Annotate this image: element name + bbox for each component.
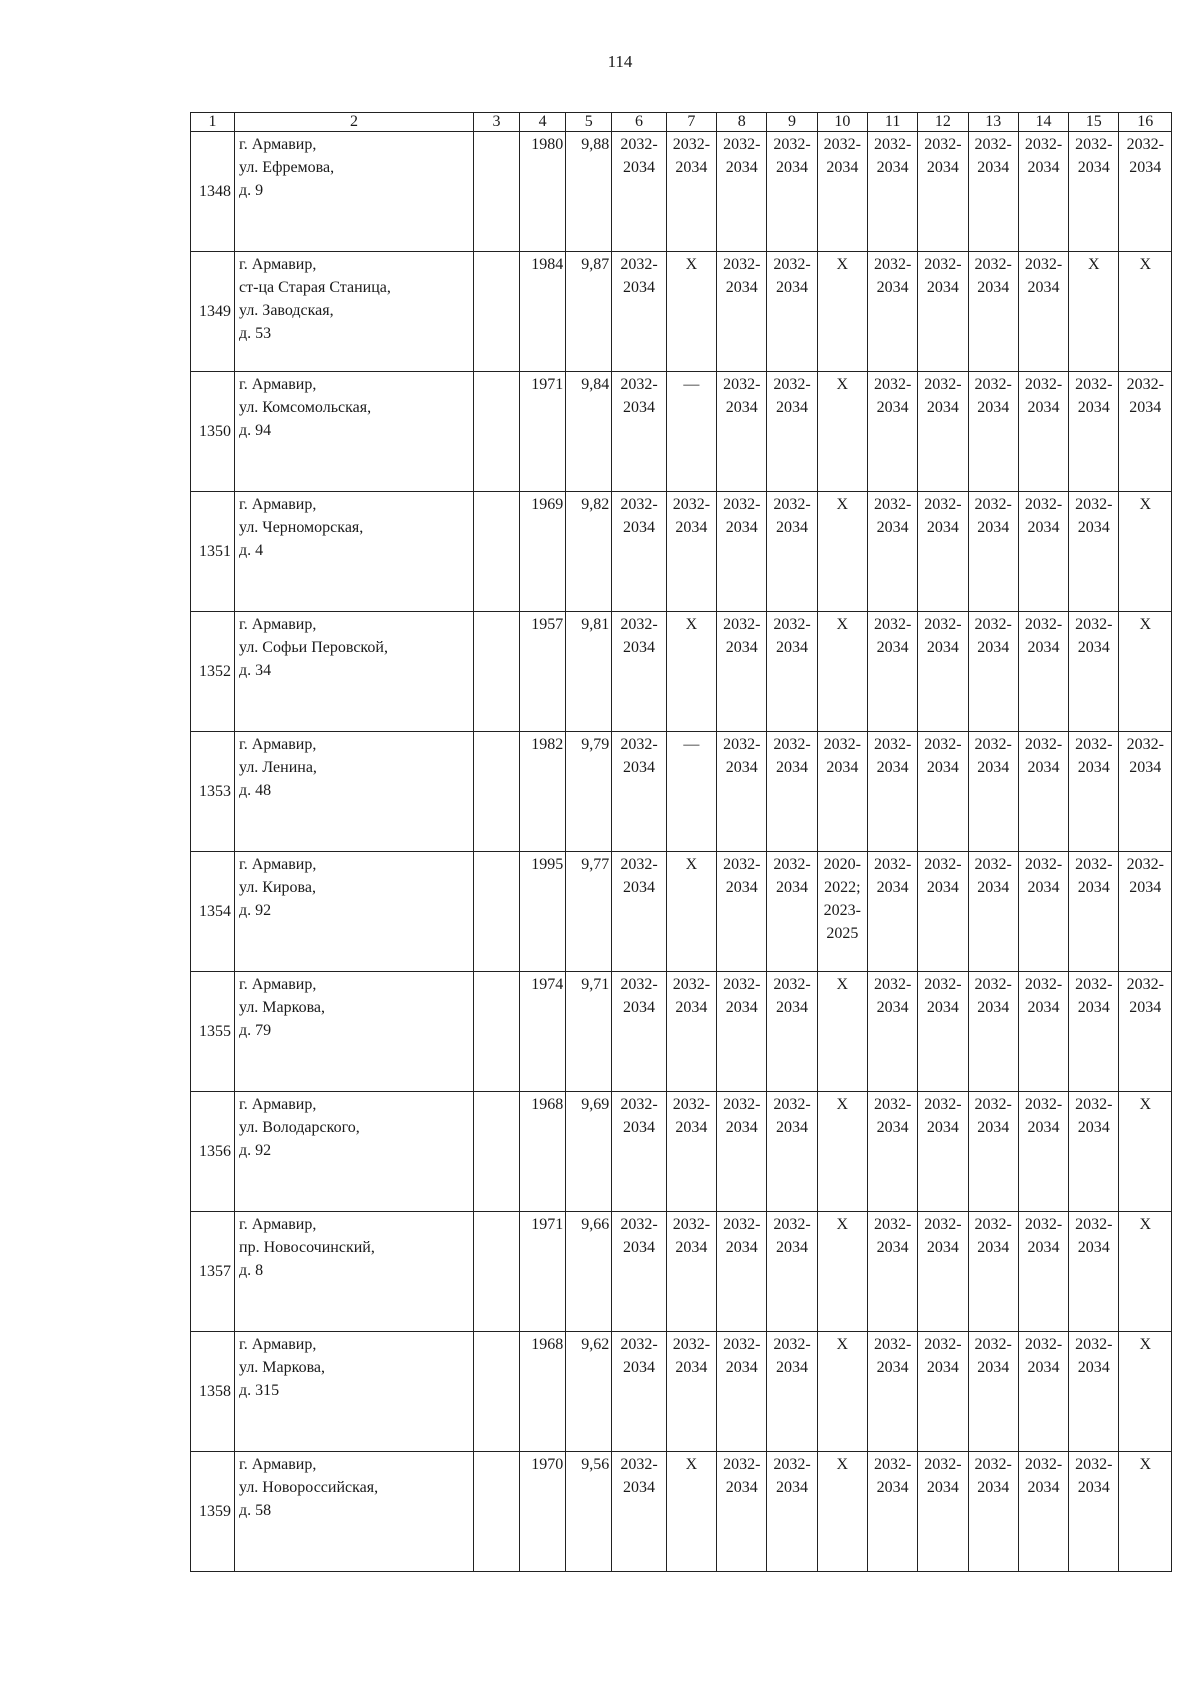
period-cell: 2032- 2034 [767,252,817,372]
period-cell: 2032- 2034 [767,1212,817,1332]
period-cell: 2032- 2034 [717,1092,767,1212]
row-number: 1350 [191,372,235,492]
address-cell: г. Армавир, ул. Новороссийская, д. 58 [235,1452,474,1572]
period-cell: 2032- 2034 [612,972,666,1092]
period-cell: 2032- 2034 [968,1212,1018,1332]
period-cell: 2032- 2034 [918,252,968,372]
column-header: 16 [1119,113,1172,132]
period-cell: 2032- 2034 [867,972,917,1092]
period-cell: 2032- 2034 [918,1452,968,1572]
period-cell: 2032- 2034 [612,732,666,852]
period-cell: 2032- 2034 [968,972,1018,1092]
address-cell: г. Армавир, ул. Маркова, д. 79 [235,972,474,1092]
table-row [191,372,1172,492]
period-cell: 2032- 2034 [612,132,666,252]
period-cell: 2032- 2034 [717,852,767,972]
column-header: 5 [566,113,612,132]
period-cell: 2032- 2034 [817,132,867,252]
period-cell: 2032- 2034 [717,1332,767,1452]
period-cell: 2032- 2034 [767,1452,817,1572]
period-cell: 2032- 2034 [867,1092,917,1212]
address-cell: г. Армавир, ст-ца Старая Станица, ул. Заводская, д. 53 [235,252,474,372]
period-cell: 2032- 2034 [612,1452,666,1572]
value-cell: 9,79 [566,732,612,852]
column-header: 11 [867,113,917,132]
column-header: 15 [1069,113,1119,132]
period-cell: 2032- 2034 [1018,132,1068,252]
period-cell: 2032- 2034 [817,732,867,852]
year-cell: 1971 [520,372,566,492]
period-cell: 2032- 2034 [1018,852,1068,972]
year-cell: 1995 [520,852,566,972]
period-cell: X [817,612,867,732]
column-header: 3 [473,113,519,132]
table-row [191,1452,1172,1572]
period-cell: 2032- 2034 [666,132,716,252]
period-cell: 2032- 2034 [767,732,817,852]
period-cell: 2032- 2034 [612,1332,666,1452]
period-cell: 2032- 2034 [612,252,666,372]
value-cell: 9,66 [566,1212,612,1332]
period-cell: 2032- 2034 [717,1212,767,1332]
period-cell: 2032- 2034 [612,612,666,732]
period-cell: X [666,1452,716,1572]
period-cell: 2032- 2034 [867,1212,917,1332]
period-cell: 2032- 2034 [968,1332,1018,1452]
period-cell: 2032- 2034 [666,1332,716,1452]
row-number: 1355 [191,972,235,1092]
table-row [191,612,1172,732]
period-cell: 2032- 2034 [968,492,1018,612]
period-cell: 2032- 2034 [1119,732,1172,852]
row-number: 1359 [191,1452,235,1572]
period-cell: 2032- 2034 [767,972,817,1092]
period-cell: 2020- 2022; 2023- 2025 [817,852,867,972]
period-cell: 2032- 2034 [1069,1332,1119,1452]
period-cell: X [817,1332,867,1452]
period-cell: X [817,1452,867,1572]
address-cell: г. Армавир, ул. Софьи Перовской, д. 34 [235,612,474,732]
period-cell: 2032- 2034 [867,1452,917,1572]
housing-table [190,112,1172,1572]
period-cell: 2032- 2034 [1018,492,1068,612]
value-cell: 9,87 [566,252,612,372]
table-row [191,1212,1172,1332]
period-cell: X [1119,1092,1172,1212]
period-cell: X [1119,252,1172,372]
period-cell: 2032- 2034 [968,1092,1018,1212]
row-number: 1357 [191,1212,235,1332]
column-3-cell [473,852,519,972]
period-cell: X [817,252,867,372]
table-row [191,972,1172,1092]
period-cell: 2032- 2034 [918,1212,968,1332]
row-number: 1353 [191,732,235,852]
column-header: 8 [717,113,767,132]
column-3-cell [473,972,519,1092]
period-cell: 2032- 2034 [918,1332,968,1452]
row-number: 1352 [191,612,235,732]
period-cell: 2032- 2034 [1069,732,1119,852]
year-cell: 1971 [520,1212,566,1332]
period-cell: X [666,852,716,972]
period-cell: 2032- 2034 [666,972,716,1092]
period-cell: 2032- 2034 [1018,612,1068,732]
column-3-cell [473,1452,519,1572]
year-cell: 1957 [520,612,566,732]
period-cell: 2032- 2034 [767,1332,817,1452]
address-cell: г. Армавир, ул. Маркова, д. 315 [235,1332,474,1452]
period-cell: 2032- 2034 [867,132,917,252]
column-3-cell [473,732,519,852]
header-row [191,113,1172,132]
period-cell: 2032- 2034 [1069,852,1119,972]
value-cell: 9,71 [566,972,612,1092]
address-cell: г. Армавир, ул. Ленина, д. 48 [235,732,474,852]
period-cell: 2032- 2034 [1069,1212,1119,1332]
period-cell: 2032- 2034 [867,612,917,732]
period-cell: 2032- 2034 [867,1332,917,1452]
column-3-cell [473,252,519,372]
period-cell: 2032- 2034 [918,732,968,852]
column-header: 2 [235,113,474,132]
period-cell: X [817,1092,867,1212]
period-cell: 2032- 2034 [1018,972,1068,1092]
period-cell: 2032- 2034 [1018,372,1068,492]
value-cell: 9,62 [566,1332,612,1452]
row-number: 1349 [191,252,235,372]
value-cell: 9,56 [566,1452,612,1572]
column-header: 4 [520,113,566,132]
column-header: 13 [968,113,1018,132]
period-cell: — [666,732,716,852]
year-cell: 1969 [520,492,566,612]
period-cell: 2032- 2034 [717,732,767,852]
period-cell: 2032- 2034 [1069,492,1119,612]
row-number: 1354 [191,852,235,972]
period-cell: X [817,1212,867,1332]
period-cell: 2032- 2034 [612,372,666,492]
value-cell: 9,81 [566,612,612,732]
column-3-cell [473,1332,519,1452]
period-cell: 2032- 2034 [767,492,817,612]
period-cell: 2032- 2034 [867,372,917,492]
year-cell: 1968 [520,1332,566,1452]
period-cell: 2032- 2034 [1018,732,1068,852]
period-cell: 2032- 2034 [717,132,767,252]
period-cell: 2032- 2034 [666,1212,716,1332]
column-header: 10 [817,113,867,132]
column-3-cell [473,612,519,732]
row-number: 1358 [191,1332,235,1452]
period-cell: 2032- 2034 [918,132,968,252]
address-cell: г. Армавир, пр. Новосочинский, д. 8 [235,1212,474,1332]
period-cell: 2032- 2034 [1119,372,1172,492]
table-row [191,1332,1172,1452]
period-cell: 2032- 2034 [1018,1092,1068,1212]
period-cell: 2032- 2034 [717,612,767,732]
column-3-cell [473,1092,519,1212]
table-body [191,132,1172,1572]
address-cell: г. Армавир, ул. Комсомольская, д. 94 [235,372,474,492]
period-cell: 2032- 2034 [767,612,817,732]
period-cell: 2032- 2034 [918,972,968,1092]
period-cell: 2032- 2034 [1018,252,1068,372]
period-cell: X [666,612,716,732]
table-row [191,252,1172,372]
column-3-cell [473,372,519,492]
period-cell: 2032- 2034 [1119,972,1172,1092]
period-cell: 2032- 2034 [867,852,917,972]
period-cell: 2032- 2034 [666,492,716,612]
period-cell: 2032- 2034 [717,972,767,1092]
period-cell: 2032- 2034 [867,252,917,372]
column-3-cell [473,132,519,252]
period-cell: 2032- 2034 [918,852,968,972]
value-cell: 9,88 [566,132,612,252]
column-header: 14 [1018,113,1068,132]
period-cell: 2032- 2034 [767,1092,817,1212]
period-cell: X [1119,1212,1172,1332]
period-cell: 2032- 2034 [1119,132,1172,252]
period-cell: X [1119,612,1172,732]
year-cell: 1974 [520,972,566,1092]
period-cell: 2032- 2034 [1069,1452,1119,1572]
period-cell: 2032- 2034 [968,372,1018,492]
period-cell: 2032- 2034 [767,372,817,492]
period-cell: 2032- 2034 [968,612,1018,732]
column-3-cell [473,1212,519,1332]
period-cell: X [817,492,867,612]
column-header: 1 [191,113,235,132]
year-cell: 1980 [520,132,566,252]
period-cell: 2032- 2034 [918,612,968,732]
table-row [191,732,1172,852]
year-cell: 1968 [520,1092,566,1212]
period-cell: 2032- 2034 [1069,612,1119,732]
period-cell: X [1119,1332,1172,1452]
period-cell: 2032- 2034 [1069,132,1119,252]
value-cell: 9,84 [566,372,612,492]
period-cell: 2032- 2034 [612,852,666,972]
period-cell: 2032- 2034 [968,1452,1018,1572]
period-cell: X [817,972,867,1092]
period-cell: 2032- 2034 [767,852,817,972]
address-cell: г. Армавир, ул. Черноморская, д. 4 [235,492,474,612]
period-cell: 2032- 2034 [717,252,767,372]
period-cell: 2032- 2034 [918,492,968,612]
period-cell: 2032- 2034 [717,492,767,612]
value-cell: 9,77 [566,852,612,972]
value-cell: 9,69 [566,1092,612,1212]
period-cell: 2032- 2034 [968,852,1018,972]
year-cell: 1984 [520,252,566,372]
period-cell: X [817,372,867,492]
year-cell: 1982 [520,732,566,852]
period-cell: 2032- 2034 [612,1092,666,1212]
period-cell: 2032- 2034 [767,132,817,252]
period-cell: 2032- 2034 [1018,1212,1068,1332]
period-cell: 2032- 2034 [918,372,968,492]
row-number: 1351 [191,492,235,612]
table-row [191,492,1172,612]
period-cell: 2032- 2034 [1018,1452,1068,1572]
period-cell: X [1119,492,1172,612]
period-cell: X [1119,1452,1172,1572]
period-cell: 2032- 2034 [1069,1092,1119,1212]
period-cell: 2032- 2034 [1119,852,1172,972]
period-cell: 2032- 2034 [612,492,666,612]
column-header: 7 [666,113,716,132]
period-cell: 2032- 2034 [612,1212,666,1332]
period-cell: X [666,252,716,372]
period-cell: 2032- 2034 [717,1452,767,1572]
table-row [191,132,1172,252]
period-cell: 2032- 2034 [968,132,1018,252]
column-header: 12 [918,113,968,132]
table-row [191,852,1172,972]
column-header: 6 [612,113,666,132]
period-cell: 2032- 2034 [666,1092,716,1212]
address-cell: г. Армавир, ул. Володарского, д. 92 [235,1092,474,1212]
page-number: 114 [607,52,633,71]
row-number: 1356 [191,1092,235,1212]
period-cell: — [666,372,716,492]
period-cell: 2032- 2034 [867,492,917,612]
period-cell: 2032- 2034 [1018,1332,1068,1452]
year-cell: 1970 [520,1452,566,1572]
column-header: 9 [767,113,817,132]
row-number: 1348 [191,132,235,252]
period-cell: 2032- 2034 [968,732,1018,852]
table-row [191,1092,1172,1212]
period-cell: 2032- 2034 [968,252,1018,372]
period-cell: 2032- 2034 [867,732,917,852]
period-cell: X [1069,252,1119,372]
period-cell: 2032- 2034 [1069,372,1119,492]
address-cell: г. Армавир, ул. Кирова, д. 92 [235,852,474,972]
period-cell: 2032- 2034 [717,372,767,492]
period-cell: 2032- 2034 [1069,972,1119,1092]
address-cell: г. Армавир, ул. Ефремова, д. 9 [235,132,474,252]
period-cell: 2032- 2034 [918,1092,968,1212]
column-3-cell [473,492,519,612]
value-cell: 9,82 [566,492,612,612]
